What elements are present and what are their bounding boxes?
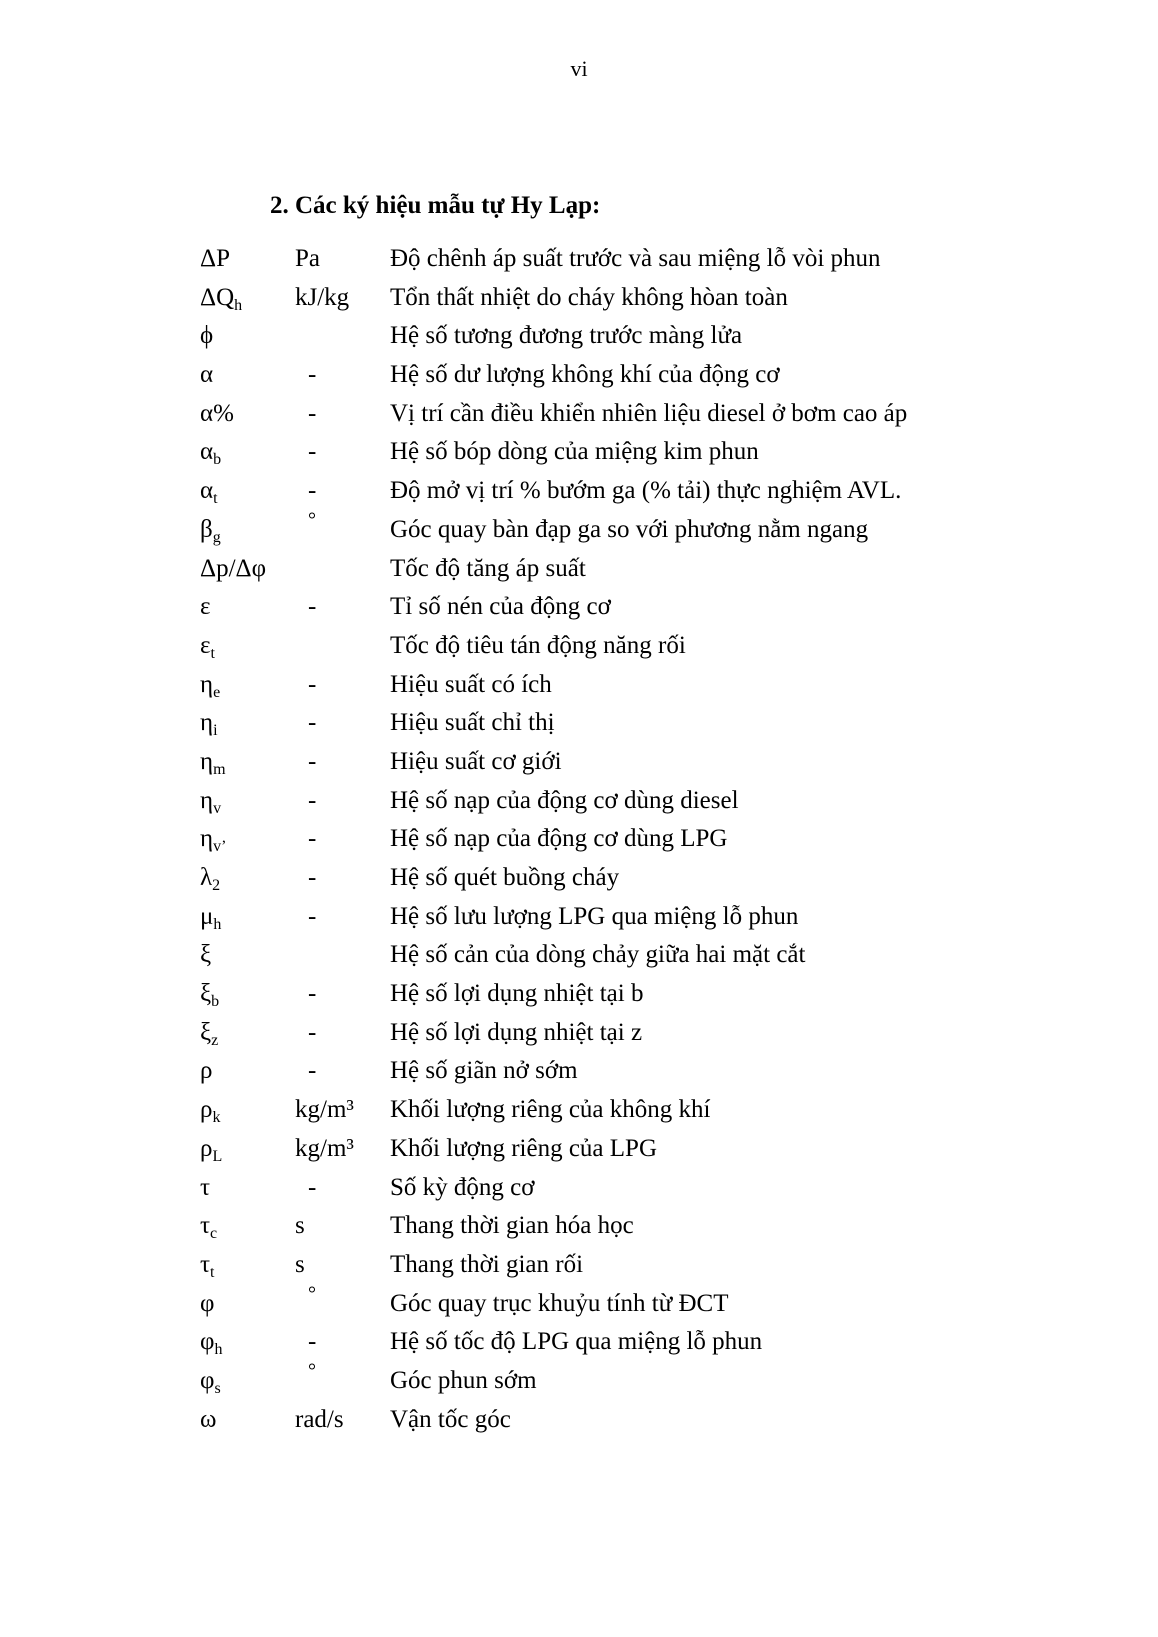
symbol xyxy=(200,1246,215,1285)
symbol xyxy=(200,898,221,937)
description: Hệ số tương đương trước màng lửa xyxy=(390,322,743,350)
symbol-main: ω xyxy=(200,1405,217,1433)
unit: - xyxy=(308,1057,317,1085)
table-row xyxy=(0,782,1158,821)
symbol-main: τ xyxy=(200,1250,211,1278)
symbol-main: η xyxy=(200,825,214,853)
symbol xyxy=(200,395,234,434)
unit: - xyxy=(308,477,317,505)
symbol-main: ΔQ xyxy=(200,283,235,311)
description: Hệ số bóp dòng của miệng kim phun xyxy=(390,438,759,466)
page-number: vi xyxy=(570,56,588,81)
symbol-subscript: v’ xyxy=(213,838,227,856)
symbol-main: ε xyxy=(200,593,211,621)
symbol-subscript: t xyxy=(210,644,215,662)
unit: kg/m³ xyxy=(295,1096,354,1124)
symbol-subscript: m xyxy=(213,760,226,778)
unit: - xyxy=(308,1018,317,1046)
symbol-main: μ xyxy=(200,902,214,930)
symbol-subscript: b xyxy=(211,993,220,1011)
table-row xyxy=(0,1323,1158,1362)
symbol xyxy=(200,1130,222,1169)
unit: ° xyxy=(308,508,316,531)
symbol xyxy=(200,1362,221,1401)
symbol-main: η xyxy=(200,747,214,775)
table-row xyxy=(0,936,1158,975)
description: Hệ số lưu lượng LPG qua miệng lỗ phun xyxy=(390,902,799,930)
symbol-subscript: b xyxy=(213,451,222,469)
table-row xyxy=(0,898,1158,937)
table-row xyxy=(0,627,1158,666)
unit: - xyxy=(308,902,317,930)
symbol-subscript: z xyxy=(211,1031,219,1049)
table-row xyxy=(0,743,1158,782)
symbol xyxy=(200,588,211,627)
symbol xyxy=(200,550,266,589)
symbol xyxy=(200,859,220,898)
symbol-main: α xyxy=(200,477,214,505)
table-row xyxy=(0,1130,1158,1169)
description: Thang thời gian hóa học xyxy=(390,1212,634,1240)
table-row xyxy=(0,395,1158,434)
symbol-main: ΔP xyxy=(200,245,230,272)
symbol-main: β xyxy=(200,515,213,543)
description: Hiệu suất chỉ thị xyxy=(390,709,555,737)
table-row xyxy=(0,704,1158,743)
description: Vận tốc góc xyxy=(390,1405,511,1433)
symbol xyxy=(200,472,218,511)
description: Khối lượng riêng của LPG xyxy=(390,1134,658,1162)
description: Tốc độ tiêu tán động năng rối xyxy=(390,631,686,659)
symbol-subscript: t xyxy=(210,1263,215,1281)
table-row xyxy=(0,1282,1158,1324)
symbol xyxy=(200,317,213,356)
table-row xyxy=(0,356,1158,395)
symbol xyxy=(200,704,218,743)
description: Khối lượng riêng của không khí xyxy=(390,1096,711,1124)
table-row xyxy=(0,1401,1158,1440)
symbol xyxy=(200,1014,218,1053)
unit: ° xyxy=(308,1359,316,1382)
symbol xyxy=(200,782,221,821)
symbol-subscript: e xyxy=(213,683,221,701)
table-row xyxy=(0,1052,1158,1091)
symbol-main: ξ xyxy=(200,980,212,1008)
description: Số kỳ động cơ xyxy=(390,1173,535,1201)
symbol-main: ε xyxy=(200,631,211,659)
description: Tốc độ tăng áp suất xyxy=(390,554,586,582)
symbol-main: ξ xyxy=(200,941,212,969)
description: Hệ số lợi dụng nhiệt tại b xyxy=(390,980,644,1008)
symbol-subscript: L xyxy=(212,1147,223,1165)
symbol-subscript: c xyxy=(210,1225,218,1243)
description: Độ chênh áp suất trước và sau miệng lỗ vòi phun xyxy=(390,245,881,272)
symbol-main: ξ xyxy=(200,1018,212,1046)
description: Hiệu suất có ích xyxy=(390,670,552,698)
symbol-main: ρ xyxy=(200,1134,213,1162)
symbol xyxy=(200,1401,216,1440)
table-row xyxy=(0,508,1158,550)
symbol xyxy=(200,511,221,550)
unit: kJ/kg xyxy=(295,283,350,311)
symbol-subscript: h xyxy=(214,1341,223,1359)
table-row xyxy=(0,279,1158,318)
description: Góc quay bàn đạp ga so với phương nằm ngang xyxy=(390,515,869,543)
description: Độ mở vị trí % bướm ga (% tải) thực nghiệm AVL. xyxy=(390,477,902,505)
symbol xyxy=(200,666,220,705)
symbol-subscript: 2 xyxy=(212,877,221,894)
unit: - xyxy=(308,1173,317,1201)
description: Hệ số cản của dòng chảy giữa hai mặt cắt xyxy=(390,941,806,969)
unit: kg/m³ xyxy=(295,1134,354,1162)
description: Hệ số giãn nở sớm xyxy=(390,1057,578,1085)
table-row xyxy=(0,1014,1158,1053)
unit: Pa xyxy=(295,245,320,272)
table-row xyxy=(0,1246,1158,1285)
unit: - xyxy=(308,438,317,466)
table-row xyxy=(0,550,1158,589)
description: Hệ số tốc độ LPG qua miệng lỗ phun xyxy=(390,1328,763,1356)
unit: - xyxy=(308,361,317,389)
symbol xyxy=(200,1207,217,1246)
unit: - xyxy=(308,747,317,775)
symbol-main: ρ xyxy=(200,1057,213,1085)
symbol xyxy=(200,1323,222,1362)
unit: - xyxy=(308,864,317,891)
symbol xyxy=(200,433,221,472)
symbol xyxy=(200,1169,210,1208)
unit: - xyxy=(308,709,317,737)
unit: ° xyxy=(308,1282,316,1305)
description: Hiệu suất cơ giới xyxy=(390,747,562,775)
description: Thang thời gian rối xyxy=(390,1250,584,1278)
unit: - xyxy=(308,1328,317,1356)
symbol-main: φ xyxy=(200,1289,215,1317)
symbol-main: λ xyxy=(200,864,213,891)
unit: - xyxy=(308,980,317,1008)
symbol-main: ϕ xyxy=(200,322,214,350)
unit: - xyxy=(308,786,317,814)
symbol-main: τ xyxy=(200,1212,211,1240)
symbol-main: α xyxy=(200,438,214,466)
unit: - xyxy=(308,670,317,698)
symbol-main: τ xyxy=(200,1173,211,1201)
unit: - xyxy=(308,399,317,427)
symbol-subscript: s xyxy=(214,1379,221,1397)
symbol-main: η xyxy=(200,786,214,814)
table-row xyxy=(0,1207,1158,1246)
table-row xyxy=(0,975,1158,1014)
section-title: 2. Các ký hiệu mẫu tự Hy Lạp: xyxy=(270,192,601,219)
symbol-subscript: t xyxy=(213,490,218,508)
symbol-main: η xyxy=(200,709,214,737)
symbol-main: φ xyxy=(200,1366,215,1394)
description: Vị trí cần điều khiển nhiên liệu diesel ở bơm cao áp xyxy=(390,399,908,427)
symbol xyxy=(200,1052,212,1091)
table-row xyxy=(0,588,1158,627)
description: Hệ số dư lượng không khí của động cơ xyxy=(390,361,780,389)
symbol-table xyxy=(0,240,1158,1439)
description: Hệ số nạp của động cơ dùng LPG xyxy=(390,825,728,853)
symbol xyxy=(200,240,230,279)
symbol-subscript: v xyxy=(213,799,222,817)
symbol xyxy=(200,1285,214,1324)
symbol xyxy=(200,936,211,975)
table-row xyxy=(0,666,1158,705)
unit: s xyxy=(295,1212,305,1240)
symbol-main: α% xyxy=(200,399,234,427)
symbol-subscript: h xyxy=(234,296,243,314)
symbol-main: Δp/Δφ xyxy=(200,554,267,582)
symbol-main: η xyxy=(200,670,214,698)
description: Hệ số nạp của động cơ dùng diesel xyxy=(390,786,739,814)
table-row xyxy=(0,317,1158,356)
description: Hệ số quét buồng cháy xyxy=(390,864,620,891)
symbol xyxy=(200,743,226,782)
symbol xyxy=(200,820,226,859)
unit: rad/s xyxy=(295,1405,344,1433)
symbol xyxy=(200,1091,220,1130)
description: Tổn thất nhiệt do cháy không hòan toàn xyxy=(390,283,788,311)
description: Góc phun sớm xyxy=(390,1366,537,1394)
symbol-subscript: h xyxy=(213,915,222,933)
unit: - xyxy=(308,593,317,621)
table-row xyxy=(0,859,1158,898)
table-row xyxy=(0,240,1158,279)
table-row xyxy=(0,1359,1158,1401)
table-row xyxy=(0,472,1158,511)
description: Hệ số lợi dụng nhiệt tại z xyxy=(390,1018,643,1046)
table-row xyxy=(0,1091,1158,1130)
symbol-main: φ xyxy=(200,1328,215,1356)
symbol-subscript: k xyxy=(212,1109,221,1127)
unit: s xyxy=(295,1250,305,1278)
table-row xyxy=(0,820,1158,859)
unit: - xyxy=(308,825,317,853)
symbol xyxy=(200,975,219,1014)
table-row xyxy=(0,433,1158,472)
symbol-subscript: g xyxy=(212,528,221,546)
table-row xyxy=(0,1169,1158,1208)
symbol-main: α xyxy=(200,361,214,389)
description: Tỉ số nén của động cơ xyxy=(390,593,611,621)
symbol-subscript: i xyxy=(213,722,218,740)
symbol xyxy=(200,356,213,395)
symbol xyxy=(200,279,242,318)
description: Góc quay trục khuỷu tính từ ĐCT xyxy=(390,1289,729,1317)
symbol-main: ρ xyxy=(200,1096,213,1124)
symbol xyxy=(200,627,215,666)
